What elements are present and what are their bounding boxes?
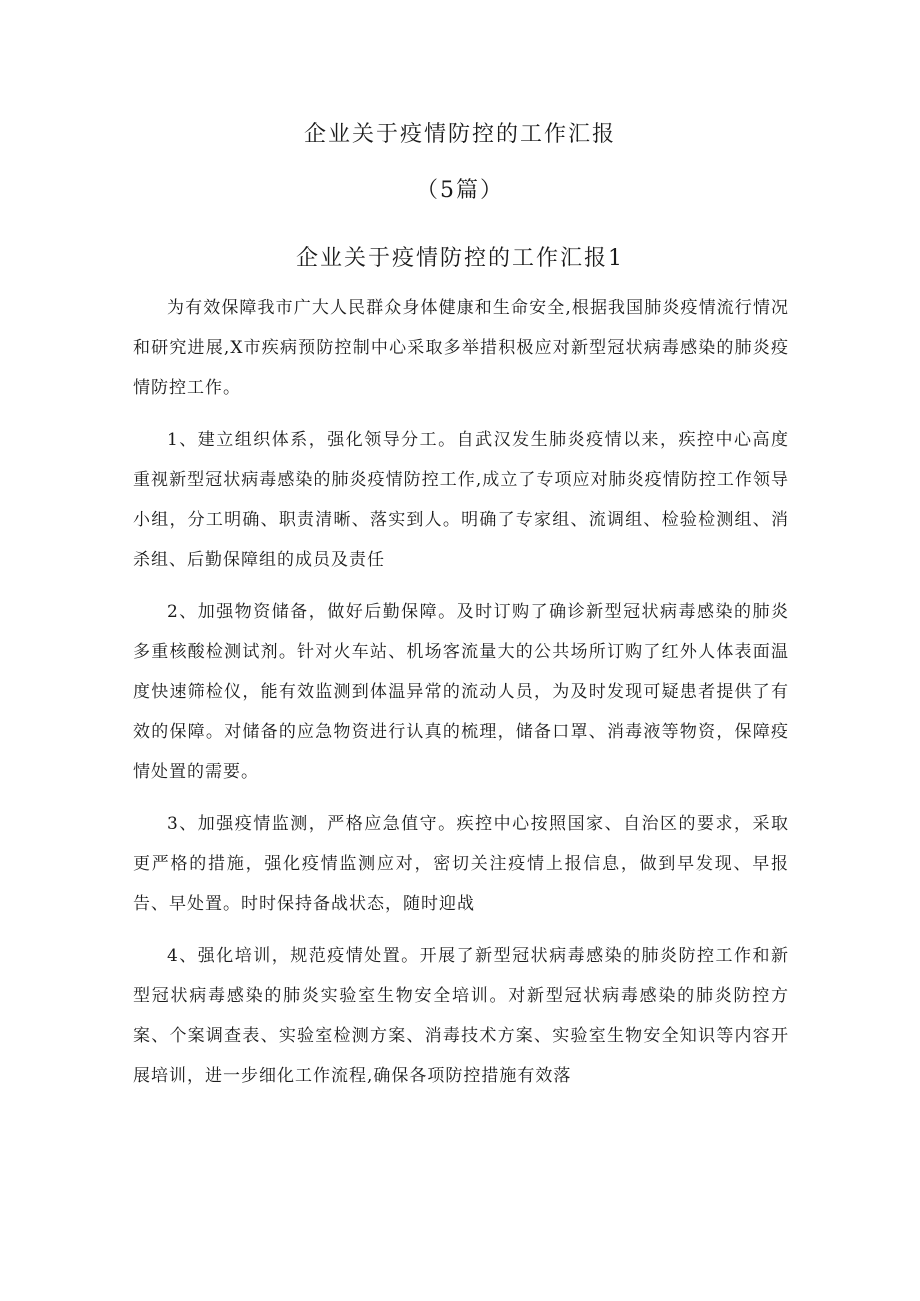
paragraph-2: 2、加强物资储备，做好后勤保障。及时订购了确诊新型冠状病毒感染的肺炎多重核酸检测试剂。针对火车站、机场客流量大的公共场所订购了红外人体表面温度快速筛检仪，能有效监测到体温异常的流动人员，为及时发现可疑患者提供了有效的保障。对储备的应急物资进行认真的梳理，储备口罩、消毒液等物资，保障疫情处置的需要。 [133,602,789,782]
paragraph-4: 4、强化培训，规范疫情处置。开展了新型冠状病毒感染的肺炎防控工作和新型冠状病毒感染的肺炎实验室生物安全培训。对新型冠状病毒感染的肺炎防控方案、个案调查表、实验室检测方案、消毒技术方案、实验室生物安全知识等内容开展培训，进一步细化工作流程,确保各项防控措施有效落 [133,946,789,1086]
paragraph-1: 1、建立组织体系，强化领导分工。自武汉发生肺炎疫情以来，疾控中心高度重视新型冠状病毒感染的肺炎疫情防控工作,成立了专项应对肺炎疫情防控工作领导小组，分工明确、职责清晰、落实到人。明确了专家组、流调组、检验检测组、消杀组、后勤保障组的成员及责任 [133,430,789,570]
paragraph-intro: 为有效保障我市广大人民群众身体健康和生命安全,根据我国肺炎疫情流行情况和研究进展,X市疾病预防控制中心采取多举措积极应对新型冠状病毒感染的肺炎疫情防控工作。 [133,298,789,398]
document-subtitle: （5篇） [416,178,504,203]
paragraph-3: 3、加强疫情监测，严格应急值守。疾控中心按照国家、自治区的要求，采取更严格的措施，强化疫情监测应对，密切关注疫情上报信息，做到早发现、早报告、早处置。时时保持备战状态，随时迎战 [133,814,789,914]
document-body [133,288,789,1108]
document-title: 企业关于疫情防控的工作汇报 [303,122,616,147]
section-heading: 企业关于疫情防控的工作汇报1 [296,246,624,271]
